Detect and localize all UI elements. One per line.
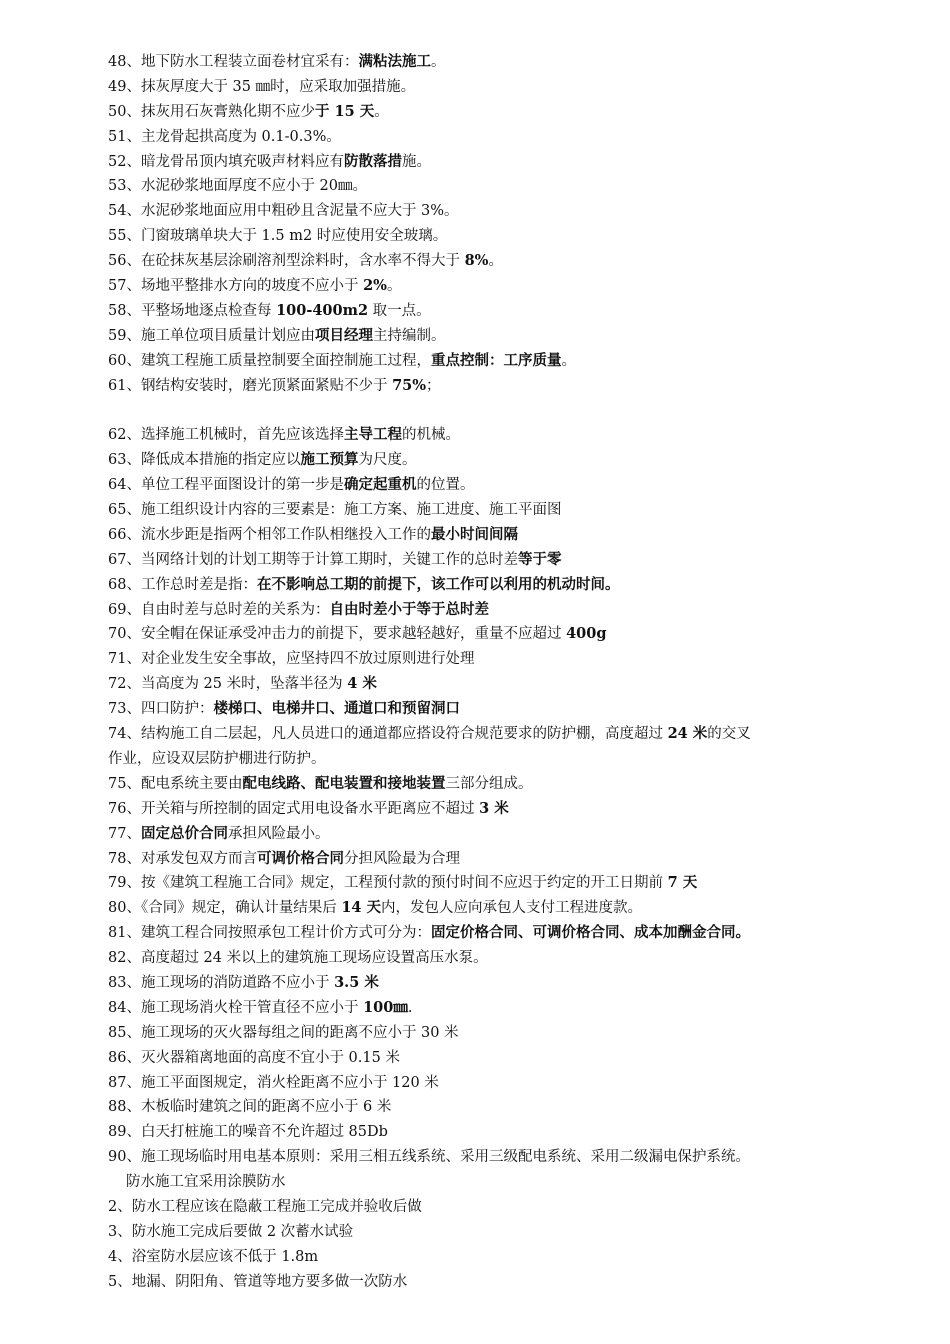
text-run: 74、结构施工自二层起，凡人员进口的通道都应搭设符合规范要求的防护棚，高度超过 (108, 726, 668, 743)
text-line (108, 1071, 920, 1096)
bold-text: 于 15 天 (314, 102, 375, 120)
text-run: 的机械。 (401, 427, 460, 444)
text-run: 63、降低成本措施的指定应以 (108, 452, 301, 469)
bold-text: 7 天 (667, 874, 698, 892)
text-run: 。 (430, 54, 446, 70)
text-line (108, 50, 920, 75)
text-line (108, 274, 920, 299)
text-line (108, 1220, 920, 1245)
text-line (108, 622, 920, 647)
text-run: 53、水泥砂浆地面厚度不应小于 20㎜。 (108, 178, 368, 195)
text-run: 为尺度。 (358, 452, 417, 469)
bold-text: 施工预算 (300, 451, 359, 469)
bold-text: 100㎜ (363, 998, 408, 1016)
bold-text: 100-400m2 (276, 301, 369, 319)
text-run: 防水施工宜采用涂膜防水 (126, 1174, 286, 1191)
text-line (108, 523, 920, 548)
bold-text: 楼梯口、电梯井口、通道口和预留洞口 (213, 700, 460, 718)
bold-text: 75% (392, 376, 427, 394)
bold-text: 等于零 (517, 550, 562, 568)
text-run: 。 (488, 253, 503, 270)
bold-text: 主导工程 (343, 426, 402, 444)
text-run: 分担风险最为合理 (343, 850, 460, 867)
text-line (108, 125, 920, 150)
text-line (108, 722, 920, 747)
text-line (108, 772, 920, 797)
text-line (108, 249, 920, 274)
text-line (108, 573, 920, 598)
text-run: 主持编制。 (372, 327, 446, 344)
text-run: 79、按《建筑工程施工合同》规定，工程预付款的预付时间不应迟于约定的开工日期前 (108, 875, 668, 892)
text-run: 86、灭火器箱离地面的高度不宜小于 0.15 米 (108, 1049, 400, 1066)
text-run: 72、当高度为 25 米时，坠落半径为 (108, 676, 348, 693)
text-line (108, 1095, 920, 1120)
text-run: 作业，应设双层防护棚进行防护。 (108, 750, 326, 767)
text-line (108, 324, 920, 349)
text-run: 4、浴室防水层应该不低于 1.8m (108, 1248, 319, 1265)
text-run: 78、对承发包双方而言 (108, 850, 257, 867)
text-run: 90、施工现场临时用电基本原则：采用三相五线系统、采用三级配电系统、采用二级漏电保护系统。 (108, 1149, 750, 1166)
text-line (108, 349, 920, 374)
bold-text: 在不影响总工期的前提下，该工作可以利用的机动时间。 (256, 575, 620, 593)
bold-text: 满粘法施工 (358, 53, 431, 70)
bold-text: 14 天 (341, 899, 382, 917)
text-line (108, 473, 920, 498)
bold-text: 最小时间间隔 (430, 525, 518, 543)
bold-text: 配电线路、配电装置和接地装置 (242, 774, 446, 792)
text-run: ； (426, 377, 441, 394)
text-line (108, 1245, 920, 1270)
text-line (108, 199, 920, 224)
text-line (108, 672, 920, 697)
text-line (108, 150, 920, 175)
text-run: 51、主龙骨起拱高度为 0.1-0.3%。 (108, 128, 341, 145)
text-line (108, 448, 920, 473)
text-run: 76、开关箱与所控制的固定式用电设备水平距离应不超过 (108, 800, 480, 817)
text-run: 取一点。 (368, 302, 431, 319)
text-line (108, 896, 920, 921)
text-line (108, 174, 920, 199)
text-run: 的位置。 (416, 477, 475, 494)
text-run: 5、地漏、阴阳角、管道等地方要多做一次防水 (108, 1273, 408, 1290)
text-run: . (407, 999, 413, 1016)
text-run: 81、建筑工程合同按照承包工程计价方式可分为： (108, 925, 431, 942)
text-line (108, 797, 920, 822)
text-line (108, 299, 920, 324)
text-run: 77、 (108, 825, 141, 842)
text-run: 内，发包人应向承包人支付工程进度款。 (381, 900, 643, 917)
text-run: 88、木板临时建筑之间的距离不应小于 6 米 (108, 1099, 392, 1116)
text-line (108, 996, 920, 1021)
text-line (108, 1270, 920, 1295)
text-run: 48、地下防水工程装立面卷材宜采有： (108, 54, 359, 70)
bold-text: 3 米 (479, 799, 509, 817)
text-line (108, 374, 920, 399)
text-run: 84、施工现场消火栓干管直径不应小于 (108, 999, 364, 1016)
bold-text: 自由时差小于等于总时差 (329, 600, 489, 618)
text-line (108, 747, 920, 772)
text-run: 。 (561, 352, 576, 369)
text-run: 3、防水施工完成后要做 2 次蓄水试验 (108, 1223, 354, 1240)
text-run: 三部分组成。 (445, 775, 533, 792)
text-line (108, 971, 920, 996)
bold-text: 可调价格合同 (256, 849, 344, 867)
text-run: 50、抹灰用石灰膏熟化期不应少 (108, 103, 315, 120)
text-run: 60、建筑工程施工质量控制要全面控制施工过程， (108, 352, 431, 369)
bold-text: 2% (363, 277, 387, 295)
text-run: 49、抹灰厚度大于 35 ㎜时，应采取加强措施。 (108, 78, 416, 95)
text-run: 68、工作总时差是指： (108, 576, 257, 593)
text-run: 55、门窗玻璃单块大于 1.5 m2 时应使用安全玻璃。 (108, 228, 448, 245)
text-line (108, 1170, 920, 1195)
text-line (108, 1145, 920, 1170)
text-run: 75、配电系统主要由 (108, 775, 243, 792)
text-run: 82、高度超过 24 米以上的建筑施工现场应设置高压水泵。 (108, 950, 488, 967)
bold-text: 24 米 (667, 725, 708, 743)
bold-text: 3.5 米 (334, 973, 379, 991)
text-line (108, 1120, 920, 1145)
text-run: 65、施工组织设计内容的三要素是：施工方案、施工进度、施工平面图 (108, 502, 562, 519)
text-run: 70、安全帽在保证承受冲击力的前提下，要求越轻越好，重量不应超过 (108, 626, 567, 643)
bold-text: 确定起重机 (343, 476, 417, 494)
text-line (108, 647, 920, 672)
bold-text: 防散落措 (343, 152, 402, 170)
bold-text: 固定总价合同 (140, 824, 228, 842)
text-run: 61、钢结构安装时，磨光顶紧面紧贴不少于 (108, 377, 393, 394)
text-run: 2、防水工程应该在隐蔽工程施工完成并验收后做 (108, 1198, 422, 1215)
text-run: 。 (374, 103, 389, 120)
bold-text: 固定价格合同、可调价格合同、成本加酬金合同。 (430, 924, 750, 942)
text-line (108, 946, 920, 971)
bold-text: 重点控制：工序质量 (430, 351, 562, 369)
text-run: 69、自由时差与总时差的关系为： (108, 601, 330, 618)
text-run: 66、流水步距是指两个相邻工作队相继投入工作的 (108, 526, 431, 543)
text-line (108, 423, 920, 448)
text-run: 71、对企业发生安全事故，应坚持四不放过原则进行处理 (108, 651, 475, 668)
text-run: 83、施工现场的消防道路不应小于 (108, 974, 335, 991)
text-run: 54、水泥砂浆地面应用中粗砂且含泥量不应大于 3%。 (108, 203, 459, 220)
bold-text: 8% (464, 252, 489, 270)
text-line (108, 498, 920, 523)
text-line (108, 822, 920, 847)
text-line (108, 1021, 920, 1046)
text-line (108, 921, 920, 946)
text-run: 承担风险最小。 (227, 825, 330, 842)
text-line (108, 697, 920, 722)
text-run: 80、《合同》规定，确认计量结果后 (108, 900, 342, 917)
text-run: 73、四口防护： (108, 701, 214, 718)
text-run: 52、暗龙骨吊顶内填充吸声材料应有 (108, 153, 344, 170)
blank-line (108, 398, 920, 423)
text-line (108, 548, 920, 573)
text-line (108, 598, 920, 623)
text-run: 64、单位工程平面图设计的第一步是 (108, 477, 344, 494)
text-line (108, 224, 920, 249)
bold-text: 项目经理 (314, 326, 373, 344)
text-line (108, 1046, 920, 1071)
bold-text: 4 米 (347, 675, 377, 693)
text-run: 85、施工现场的灭火器每组之间的距离不应小于 30 米 (108, 1024, 459, 1041)
text-line (108, 75, 920, 100)
text-run: 的交叉 (707, 726, 751, 743)
text-line (108, 871, 920, 896)
text-run: 56、在砼抹灰基层涂刷溶剂型涂料时，含水率不得大于 (108, 253, 465, 270)
text-run: 。 (386, 278, 402, 295)
text-line (108, 1195, 920, 1220)
text-run: 89、白天打桩施工的噪音不允许超过 85Db (108, 1124, 388, 1141)
text-line (108, 847, 920, 872)
text-line (108, 100, 920, 125)
text-run: 58、平整场地逐点检查每 (108, 302, 277, 319)
text-run: 67、当网络计划的计划工期等于计算工期时，关键工作的总时差 (108, 551, 518, 568)
text-run: 59、施工单位项目质量计划应由 (108, 327, 315, 344)
text-run: 施。 (401, 153, 431, 170)
text-run: 87、施工平面图规定，消火栓距离不应小于 120 米 (108, 1074, 439, 1091)
text-run: 57、场地平整排水方向的坡度不应小于 (108, 278, 364, 295)
bold-text: 400g (566, 625, 607, 643)
text-run: 62、选择施工机械时，首先应该选择 (108, 427, 344, 444)
